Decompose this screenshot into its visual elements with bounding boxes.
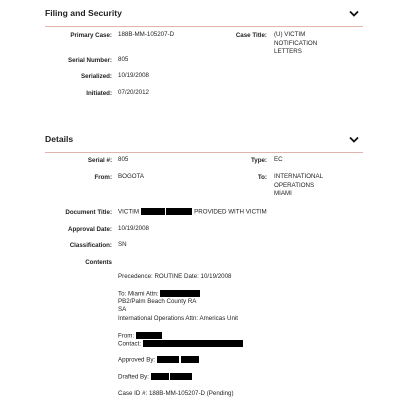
redaction-block — [141, 208, 165, 215]
redaction-block — [170, 373, 192, 380]
initiated-label: Initiated: — [86, 90, 112, 97]
redaction-block — [160, 290, 200, 297]
contents-sa: SA — [118, 306, 127, 313]
contents-drafted-by: Drafted By: — [118, 373, 192, 382]
contents-precedence: Precedence: ROUTINE Date: 10/19/2008 — [118, 273, 232, 280]
classification-label: Classification: — [69, 242, 112, 249]
approval-date-value: 10/19/2008 — [118, 225, 149, 232]
document-title-label: Document Title: — [65, 209, 112, 216]
contents-pb2: PB2/Palm Beach County RA — [118, 298, 197, 305]
type-value: EC — [274, 156, 283, 163]
chevron-down-icon[interactable] — [349, 10, 359, 18]
details-header[interactable] — [45, 130, 363, 153]
contents-to-miami: To: Miami Attn: — [118, 290, 200, 299]
redaction-block — [136, 332, 162, 339]
primary-case-value: 188B-MM-105207-D — [118, 31, 175, 38]
approval-date-label: Approval Date: — [67, 226, 112, 233]
serial-number-value: 805 — [118, 56, 129, 63]
serial-label: Serial #: — [87, 157, 112, 164]
from-value: BOGOTA — [118, 173, 145, 180]
contents-case-id: Case ID #: 188B-MM-105207-D (Pending) — [118, 390, 234, 397]
redaction-block — [166, 208, 192, 215]
initiated-value: 07/20/2012 — [118, 89, 149, 96]
type-label: Type: — [250, 157, 267, 164]
to-label: To: — [257, 174, 267, 181]
filing-security-title: Filing and Security — [45, 8, 122, 18]
serialized-value: 10/19/2008 — [118, 72, 149, 79]
to-value: INTERNATIONAL OPERATIONS MIAMI — [274, 173, 324, 197]
from-label: From: — [94, 174, 112, 181]
contents-contact: Contact: — [118, 340, 243, 349]
contents-intl-ops: International Operations Attn: Americas Unit — [118, 315, 239, 322]
contents-label: Contents — [85, 259, 112, 266]
serialized-label: Serialized: — [81, 73, 112, 80]
details-title: Details — [45, 134, 74, 144]
chevron-down-icon[interactable] — [349, 136, 359, 144]
case-title-value: (U) VICTIM NOTIFICATION LETTERS — [274, 31, 318, 55]
serial-value: 805 — [118, 156, 129, 163]
redaction-block — [143, 340, 243, 347]
redaction-block — [181, 356, 199, 363]
contents-from: From: — [118, 332, 162, 341]
contents-approved-by: Approved By: — [118, 356, 199, 365]
document-title-value: VICTIM PROVIDED WITH VICTIM — [118, 208, 267, 216]
case-title-label: Case Title: — [235, 32, 267, 39]
primary-case-label: Primary Case: — [70, 32, 112, 39]
serial-number-label: Serial Number: — [67, 57, 112, 64]
filing-security-header[interactable] — [45, 4, 363, 27]
redaction-block — [157, 356, 179, 363]
classification-value: SN — [118, 241, 127, 248]
redaction-block — [151, 373, 169, 380]
